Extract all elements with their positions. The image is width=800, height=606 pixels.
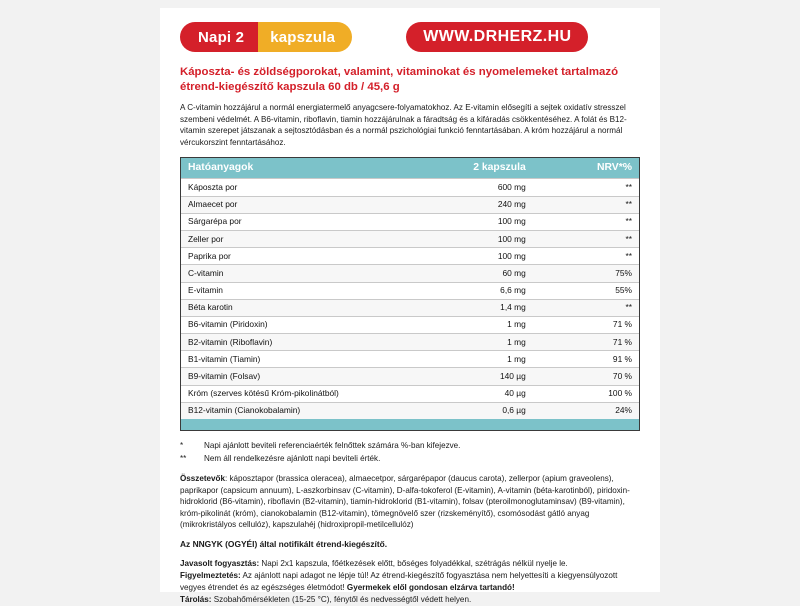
ingredient-name-cell: Paprika por [181, 248, 420, 265]
storage-text: Szobahőmérsékleten (15-25 °C), fénytől és nedvességtől védett helyen. [211, 594, 472, 604]
ingredient-nrv-cell: ** [568, 213, 639, 230]
ingredient-name-cell: Króm (szerves kötésű Króm-pikolinátból) [181, 385, 420, 402]
footnote-marker: ** [180, 453, 187, 463]
table-row [181, 316, 639, 333]
table-row [181, 248, 639, 265]
ingredient-name-cell: E-vitamin [181, 282, 420, 299]
table-row [181, 368, 639, 385]
ingredient-nrv-cell: ** [568, 179, 639, 196]
ingredient-amount-cell: 100 mg [420, 230, 567, 247]
warning-line [180, 570, 640, 594]
ingredient-amount-cell: 100 mg [420, 213, 567, 230]
ingredient-nrv-cell: 71 % [568, 316, 639, 333]
table-header-row [181, 158, 639, 179]
ingredients-text: : káposztapor (brassica oleracea), almaecetpor, sárgarépapor (daucus carota), zellerpor (apium graveolens), paprikapor (capsicum annuum), L-aszkorbinsav (C-vitamin), D-alfa-tokoferol (E-vitamin), A-vitamin (béta-karotinból), piridoxin-hidroklorid (B6-vitamin), riboflavin (B2-vitamin), tiamin-hidroklorid (B1-vitamin), folsav (pteroilmonoglutaminsav) (B9-vitamin), króm-pikolinát (króm), cianokobalamin (B12-vitamin), tömegnövelő szer (rizskeményítő), csomósodást gátló anyag (mikrokristályos cellulóz), kapszulahéj (hidroxipropil-metilcellulóz) [180, 474, 630, 530]
ingredient-amount-cell: 1 mg [420, 334, 567, 351]
warning-text: Az ajánlott napi adagot ne lépje túl! Az étrend-kiegészítő fogyasztása nem helyettesíti a kiegyensúlyozott vegyes étrendet és az egészséges életmódot! [180, 570, 618, 592]
footnote-text: Nem áll rendelkezésre ajánlott napi beviteli érték. [204, 453, 381, 463]
ingredient-nrv-cell: 75% [568, 265, 639, 282]
website-badge: WWW.DRHERZ.HU [406, 22, 588, 52]
ingredients-label: Összetevők [180, 474, 225, 483]
ingredient-amount-cell: 0,6 µg [420, 402, 567, 419]
ingredient-nrv-cell: ** [568, 248, 639, 265]
ingredient-nrv-cell: 91 % [568, 351, 639, 368]
recommended-consumption-line [180, 558, 640, 570]
storage-label: Tárolás: [180, 594, 212, 604]
table-row [181, 282, 639, 299]
recommended-consumption-text: Napi 2x1 kapszula, főétkezések előtt, bőséges folyadékkal, szétrágás nélkül nyelje le. [259, 558, 568, 568]
table-footnotes [180, 440, 640, 465]
health-claims-paragraph: A C-vitamin hozzájárul a normál energiatermelő anyagcsere-folyamatokhoz. Az E-vitamin elősegíti a sejtek oxidatív stresszel szembeni védelmét. A B6-vitamin, riboflavin, tiamin hozzájárulnak a fáradtság és a kifáradás csökkentéséhez. A folát és B12-vitamin szerepet játszanak a sejtosztódásban és a normál pszichológiai funkció fenntartásában. A króm hozzájárul a normál vércukorszint fenntartásához. [180, 103, 627, 147]
column-header-ingredient: Hatóanyagok [181, 158, 420, 179]
ingredient-amount-cell: 100 mg [420, 248, 567, 265]
table-row [181, 196, 639, 213]
product-title: Káposzta- és zöldségporokat, valamint, vitaminokat és nyomelemeket tartalmazó étrend-kiegészítő kapszula 60 db / 45,6 g [180, 66, 619, 93]
ingredient-nrv-cell: 70 % [568, 368, 639, 385]
ingredient-amount-cell: 40 µg [420, 385, 567, 402]
ingredient-amount-cell: 1 mg [420, 351, 567, 368]
ingredient-amount-cell: 1 mg [420, 316, 567, 333]
ingredient-amount-cell: 6,6 mg [420, 282, 567, 299]
table-row [181, 230, 639, 247]
ingredient-name-cell: B12-vitamin (Cianokobalamin) [181, 402, 420, 419]
ingredient-nrv-cell: ** [568, 196, 639, 213]
table-row [181, 351, 639, 368]
column-header-amount: 2 kapszula [420, 158, 567, 179]
table-row [181, 299, 639, 316]
nutrition-table-body [181, 179, 639, 419]
ingredient-name-cell: Káposzta por [181, 179, 420, 196]
usage-instructions [180, 558, 640, 606]
ingredient-amount-cell: 60 mg [420, 265, 567, 282]
ingredient-nrv-cell: 71 % [568, 334, 639, 351]
ingredient-name-cell: C-vitamin [181, 265, 420, 282]
column-header-nrv: NRV*% [568, 158, 639, 179]
footnote-row [180, 440, 640, 453]
ingredient-name-cell: B2-vitamin (Riboflavin) [181, 334, 420, 351]
table-row [181, 179, 639, 196]
ingredients-paragraph [180, 473, 640, 531]
nutrition-table [181, 158, 639, 419]
ingredient-name-cell: B1-vitamin (Tiamin) [181, 351, 420, 368]
notification-statement: Az NNGYK (OGYÉI) által notifikált étrend-kiegészítő. [180, 538, 388, 549]
ingredient-nrv-cell: 24% [568, 402, 639, 419]
daily-dose-badge-right: kapszula [258, 22, 352, 52]
nutrition-table-head [181, 158, 639, 179]
daily-dose-badge [180, 22, 352, 52]
footnote-marker: * [180, 441, 184, 450]
table-row [181, 402, 639, 419]
ingredient-name-cell: Béta karotin [181, 299, 420, 316]
warning-keep-away-from-children: Gyermekek elől gondosan elzárva tartandó! [346, 582, 515, 592]
ingredient-nrv-cell: 55% [568, 282, 639, 299]
ingredient-amount-cell: 140 µg [420, 368, 567, 385]
ingredient-amount-cell: 1,4 mg [420, 299, 567, 316]
recommended-consumption-label: Javasolt fogyasztás: [180, 558, 260, 568]
ingredient-name-cell: B9-vitamin (Folsav) [181, 368, 420, 385]
footnote-text: Napi ajánlott beviteli referenciaérték felnőttek számára %-ban kifejezve. [204, 441, 461, 450]
header-badge-row [180, 22, 640, 52]
footnote-row [180, 453, 640, 466]
table-footer-bar [181, 419, 639, 430]
nutrition-table-container [180, 157, 640, 431]
table-row [181, 385, 639, 402]
label-content-panel [160, 8, 660, 604]
table-row [181, 334, 639, 351]
ingredient-name-cell: Almaecet por [181, 196, 420, 213]
table-row [181, 213, 639, 230]
ingredient-nrv-cell: ** [568, 299, 639, 316]
ingredient-amount-cell: 240 mg [420, 196, 567, 213]
ingredient-nrv-cell: ** [568, 230, 639, 247]
daily-dose-badge-left: Napi 2 [180, 22, 258, 52]
ingredient-nrv-cell: 100 % [568, 385, 639, 402]
table-row [181, 265, 639, 282]
warning-label: Figyelmeztetés: [180, 570, 241, 580]
ingredient-name-cell: Sárgarépa por [181, 213, 420, 230]
ingredient-name-cell: B6-vitamin (Piridoxin) [181, 316, 420, 333]
ingredient-amount-cell: 600 mg [420, 179, 567, 196]
ingredient-name-cell: Zeller por [181, 230, 420, 247]
